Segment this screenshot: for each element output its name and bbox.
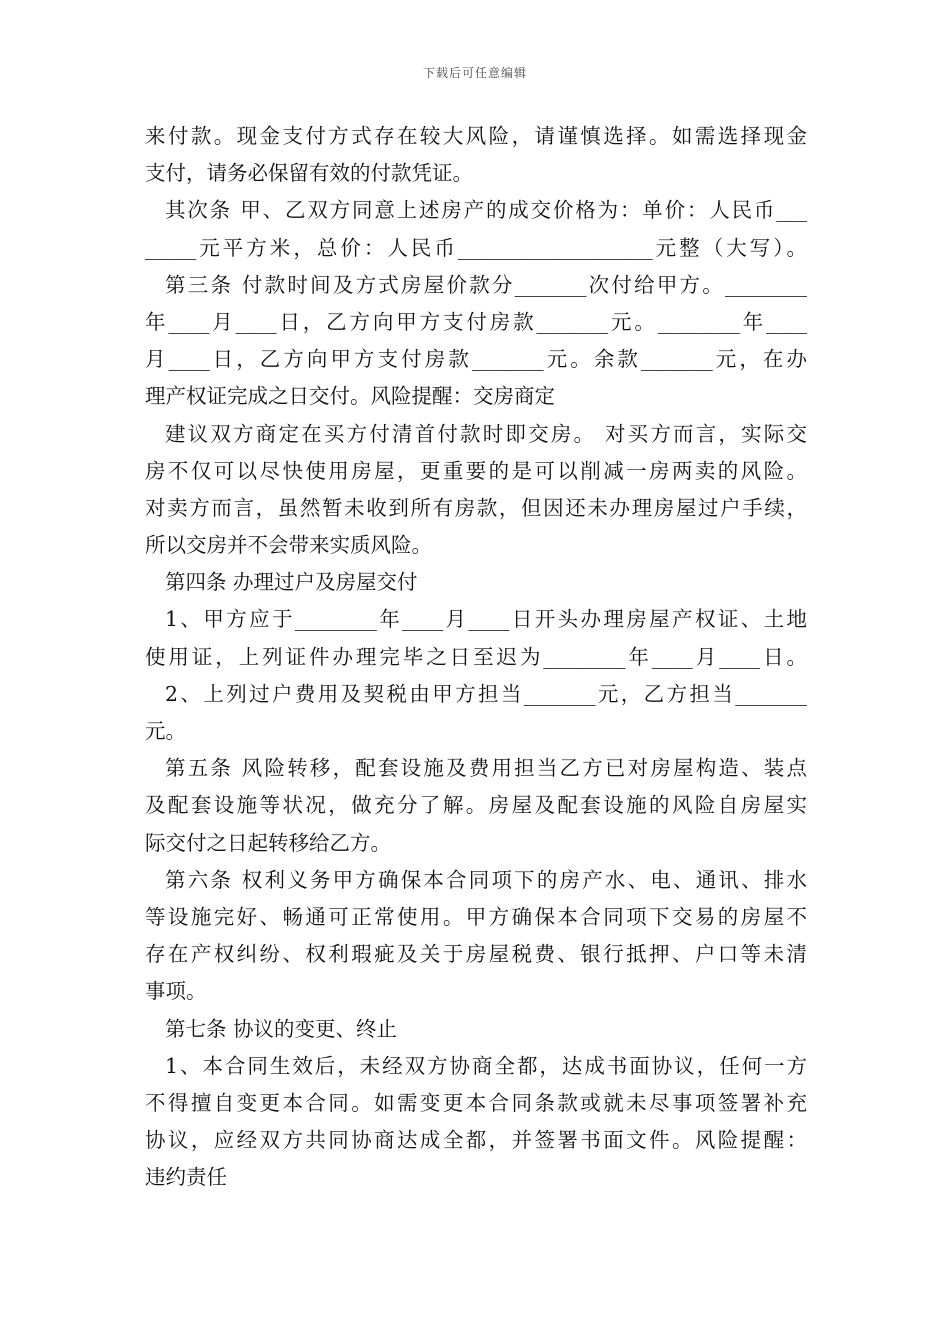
- text-line: 建议双方商定在买方付清首付款时即交房。 对买方而言，实际交: [165, 421, 807, 446]
- text-line: _____元平方米，总价：人民币___________________元整（大写）。: [145, 235, 807, 260]
- text-line: 违约责任: [145, 1165, 227, 1190]
- text-line: 元。: [145, 719, 186, 743]
- document-body: [145, 118, 807, 1196]
- text-line: 等设施完好、畅通可正常使用。甲方确保本合同项下交易的房屋不: [145, 904, 807, 929]
- text-line: 理产权证完成之日交付。风险提醒：交房商定: [145, 384, 555, 409]
- text-line: 对卖方而言，虽然暂未收到所有房款，但因还未办理房屋过户手续，: [145, 495, 807, 520]
- text-line: 第七条 协议的变更、终止: [165, 1016, 398, 1041]
- text-line: 2、上列过户费用及契税由甲方担当_______元，乙方担当_______: [165, 681, 807, 706]
- text-line: 1、甲方应于________年____月____日开头办理房屋产权证、土地: [165, 607, 807, 632]
- text-line: 协议，应经双方共同协商达成全都，并签署书面文件。风险提醒：: [145, 1128, 807, 1153]
- text-line: 及配套设施等状况，做充分了解。房屋及配套设施的风险自房屋实: [145, 793, 807, 818]
- text-line: 事项。: [145, 979, 207, 1004]
- text-line: 房不仅可以尽快使用房屋，更重要的是可以削减一房两卖的风险。: [145, 458, 807, 483]
- text-line: 年____月____日，乙方向甲方支付房款_______元。________年____: [145, 309, 807, 334]
- text-line: 其次条 甲、乙双方同意上述房产的成交价格为：单价：人民币___: [165, 198, 807, 223]
- text-line: 存在产权纠纷、权利瑕疵及关于房屋税费、银行抵押、户口等未清: [145, 942, 807, 967]
- text-line: 第六条 权利义务甲方确保本合同项下的房产水、电、通讯、排水: [165, 867, 807, 892]
- page-header: 下载后可任意编辑: [422, 66, 527, 80]
- text-line: 来付款。现金支付方式存在较大风险，请谨慎选择。如需选择现金: [145, 124, 807, 148]
- text-line: 第四条 办理过户及房屋交付: [165, 570, 418, 595]
- text-line: 月____日，乙方向甲方支付房款_______元。余款_______元，在办: [145, 347, 807, 372]
- text-line: 1、本合同生效后，未经双方协商全都，达成书面协议，任何一方: [165, 1053, 807, 1078]
- text-line: 使用证，上列证件办理完毕之日至迟为________年____月____日。: [145, 644, 807, 669]
- text-line: 支付，请务必保留有效的付款凭证。: [145, 161, 473, 186]
- text-line: 所以交房并不会带来实质风险。: [145, 533, 432, 558]
- text-line: 第三条 付款时间及方式房屋价款分_______次付给甲方。________: [165, 272, 807, 297]
- text-line: 第五条 风险转移，配套设施及费用担当乙方已对房屋构造、装点: [165, 756, 807, 781]
- text-line: 际交付之日起转移给乙方。: [145, 830, 391, 855]
- text-line: 不得擅自变更本合同。如需变更本合同条款或就未尽事项签署补充: [145, 1090, 807, 1115]
